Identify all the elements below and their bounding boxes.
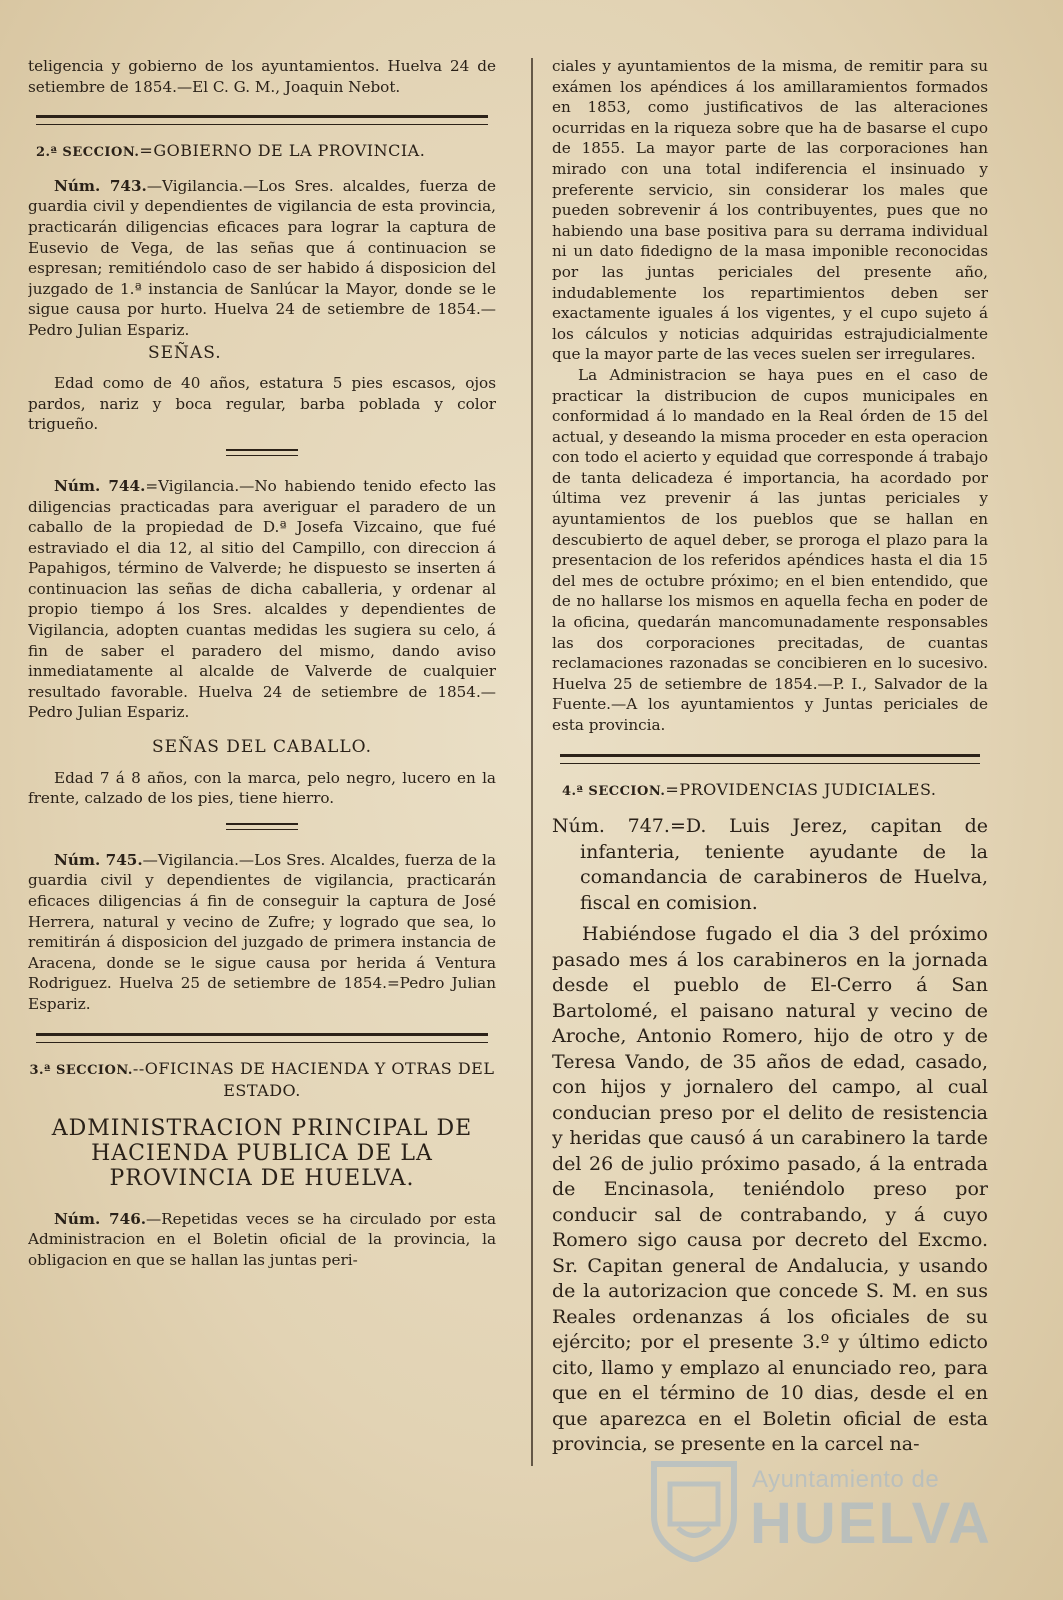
watermark-big-text: HUELVA [750,1491,992,1556]
notice-743-text: —Vigilancia.—Los Sres. alcaldes, fuerza de guardia civil y dependientes de vigilancia de esta provincia, practicarán diligencias eficaces para lograr la captura de Eusevio de Vega, de las señas que á continuacion se espresan; remitiéndolo caso de ser habido á disposicion del juzgado de 1.ª instancia de Sanlúcar la Mayor, donde se le sigue causa por hurto. Huelva 24 de setiembre de 1854.—Pedro Julian Espariz. [28,176,496,339]
section-3-heading [28,1059,496,1102]
senas-text: Edad como de 40 años, estatura 5 pies escasos, ojos pardos, nariz y boca regular, barba poblada y color trigueño. [28,374,496,434]
notice-744 [28,476,496,723]
section-4-title: =PROVIDENCIAS JUDICIALES. [665,779,937,799]
notice-744-text: =Vigilancia.—No habiendo tenido efecto las diligencias practicadas para averiguar el paradero de un caballo de la propiedad de D.ª Josefa Vizcaino, que fué estraviado el dia 12, al sitio del Campillo, con direccion á Papahigos, término de Valverde; he dispuesto se inserten á continuacion las señas de dicha caballeria, y ordenar al propio tiempo á los Sres. alcaldes y dependientes de Vigilancia, adopten cuantas medidas les sugiera su celo, á fin de saber el paradero del mismo, dando aviso inmediatamente al alcalde de Valverde de cualquier resultado favorable. Huelva 24 de setiembre de 1854.—Pedro Julian Espariz. [28,476,496,722]
section-4-heading [562,780,988,803]
notice-743-number: Núm. 743. [54,176,147,195]
section-2-heading [36,141,496,164]
section-3-title: --OFICINAS DE HACIENDA Y OTRAS DEL ESTADO. [132,1058,495,1101]
section-4-label: 4.ª SECCION. [562,783,666,799]
section-3-label: 3.ª SECCION. [29,1062,133,1078]
section-2-title: =GOBIERNO DE LA PROVINCIA. [139,141,426,161]
column-divider [531,58,533,1466]
top-paragraph: teligencia y gobierno de los ayuntamientos. Huelva 24 de setiembre de 1854.—El C. G. M., Joaquin Nebot. [28,57,496,96]
notice-746-text: —Repetidas veces se ha circulado por esta Administracion en el Boletin oficial de la provincia, la obligacion en que se hallan las juntas peri- [28,1209,496,1269]
notice-746-number: Núm. 746. [54,1209,147,1228]
short-divider [226,823,298,830]
notice-747-number: Núm. 747. [552,815,670,838]
short-divider [226,449,298,456]
administration-title: ADMINISTRACION PRINCIPAL DE HACIENDA PUBLICA DE LA PROVINCIA DE HUELVA. [51,1115,473,1191]
continued-paragraph-1: ciales y ayuntamientos de la misma, de remitir para su exámen los apéndices á los amillaramientos formados en 1853, como justificativos de las alteraciones ocurridas en la riqueza sobre que ha de basarse el cupo de 1855. La mayor parte de las corporaciones han mirado con una total indiferencia el insinuado y preferente servicio, sin considerar los males que pueden sobrevenir á los contribuyentes, pues que no habiendo una base positiva para su derrama individual ni un dato fidedigno de la masa imponible reconocidas por las juntas periciales del presente año, indudablemente los repartimientos deben ser exactamente iguales á los vigentes, y el cupo sujeto á los cálculos y noticias adquiridas estrajudicialmente que la mayor parte de las veces suelen ser irregulares. [552,57,988,364]
caballo-text: Edad 7 á 8 años, con la marca, pelo negro, lucero en la frente, calzado de los pies, tiene hierro. [28,768,496,808]
notice-747-head-text: =D. Luis Jerez, capitan de infanteria, teniente ayudante de la comandancia de carabineros de Huelva, fiscal en comision. [580,815,988,914]
notice-744-number: Núm. 744. [54,476,146,495]
section-2-label: 2.ª SECCION. [36,145,140,161]
notice-745-text: —Vigilancia.—Los Sres. Alcaldes, fuerza de la guardia civil y dependientes de vigilancia, practicarán eficaces diligencias á fin de conseguir la captura de José Herrera, natural y vecino de Zufre; y logrado que sea, lo remitirán á disposicion del juzgado de primera instancia de Aracena, donde se le sigue causa por herida á Ventura Rodriguez. Huelva 25 de setiembre de 1854.=Pedro Julian Espariz. [28,850,496,1013]
notice-747-text: Habiéndose fugado el dia 3 del próximo pasado mes á los carabineros en la jornada desde el pueblo de El-Cerro á San Bartolomé, el paisano natural y vecino de Aroche, Antonio Romero, hijo de otro y de Teresa Vando, de 35 años de edad, casado, con hijos y jornalero del campo, al cual conducian preso por el delito de resistencia y heridas que causó á un carabinero la tarde del 26 de julio próximo pasado, á la entrada de Encinasola, teniéndolo preso por conducir sal de contrabando, y á cuyo Romero sigo causa por decreto del Excmo. Sr. Capitan general de Andalucia, y usando de la autorizacion que concede S. M. en sus Reales ordenanzas á los oficiales de su ejército; por el presente 3.º y último edicto cito, llamo y emplazo al enunciado reo, para que en el término de 10 dias, desde el en que aparezca en el Boletin oficial de esta provincia, se presente en la carcel na- [552,923,988,1456]
section-divider [560,754,980,764]
notice-743 [28,176,496,341]
caballo-title: SEÑAS DEL CABALLO. [152,737,372,758]
section-divider [36,115,488,125]
left-column [28,56,496,1526]
right-column [552,56,988,1526]
section-divider [36,1033,488,1043]
senas-title: SEÑAS. [148,342,222,363]
shield-icon [648,1458,740,1562]
judicial-notice-747 [552,814,988,1458]
notice-746 [28,1209,496,1271]
archive-watermark [648,1450,992,1580]
continued-paragraph-2: La Administracion se haya pues en el caso de practicar la distribucion de cupos municipales en conformidad á lo mandado en la Real órden de 15 del actual, y deseando la misma proceder en esta operacion con todo el acierto y equidad que corresponde á trabajo de tanta delicadeza é importancia, ha acordado por última vez prevenir á las juntas periciales y ayuntamientos de los pueblos que se hallan en descubierto de aquel deber, se proroga el plazo para la presentacion de los referidos apéndices hasta el dia 15 del mes de octubre próximo; en el bien entendido, que de no hallarse los mismos en aquella fecha en poder de la oficina, quedarán mancomunadamente responsables las dos corporaciones precitadas, de cuantas reclamaciones razonadas se concibieren en lo sucesivo. Huelva 25 de setiembre de 1854.—P. I., Salvador de la Fuente.—A los ayuntamientos y Juntas periciales de esta provincia. [552,365,988,734]
watermark-small-text: Ayuntamiento de [752,1466,940,1493]
notice-747-heading [552,814,988,916]
notice-745 [28,850,496,1015]
notice-745-number: Núm. 745. [54,850,143,869]
